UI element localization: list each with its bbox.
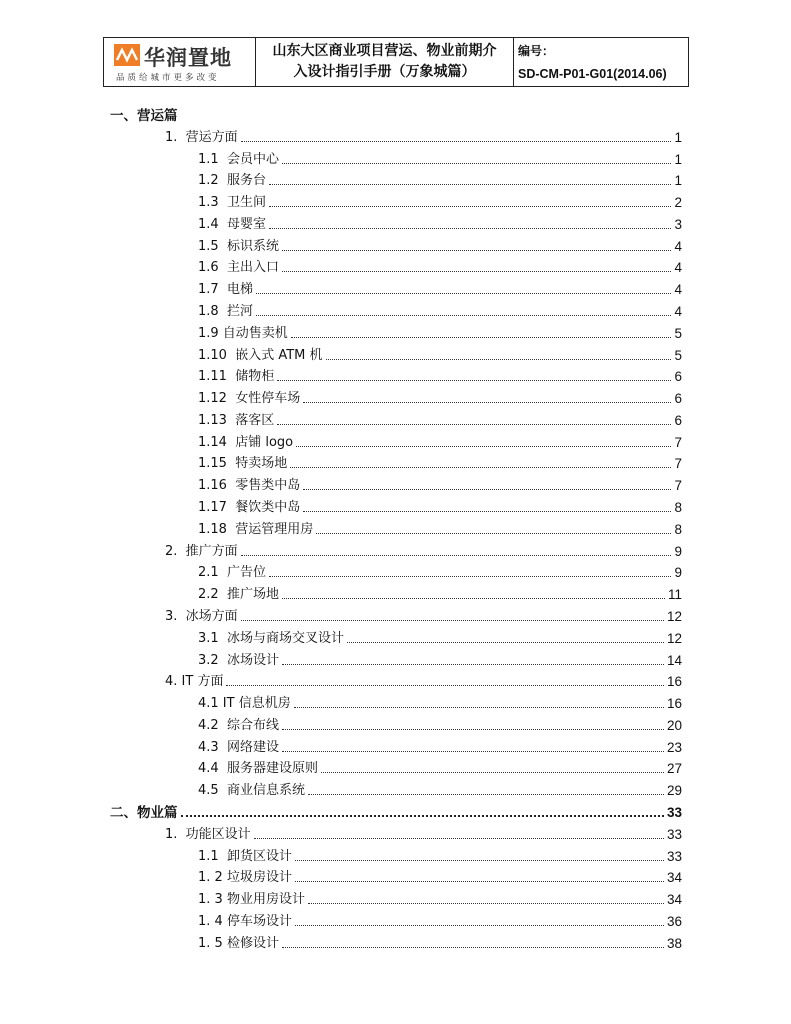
company-logo-icon: [114, 44, 140, 66]
document-title: [256, 38, 514, 86]
toc-leader: [282, 729, 664, 730]
toc-leader: [308, 903, 664, 904]
toc-label: 二、物业篇: [110, 804, 178, 821]
toc-leader: [282, 598, 665, 599]
toc-leader: [269, 184, 672, 185]
toc-page-number: 27: [666, 761, 682, 777]
toc-leader: [296, 446, 671, 447]
toc-entry[interactable]: [198, 365, 682, 385]
toc-page-number: 6: [674, 369, 682, 385]
toc-label: 1.14 店铺 logo: [198, 434, 294, 450]
toc-page-number: 38: [666, 935, 682, 951]
toc-entry[interactable]: [198, 692, 682, 712]
toc-page-number: 33: [666, 826, 682, 842]
toc-chapter[interactable]: [165, 670, 682, 690]
toc-label: 1. 功能区设计: [165, 826, 251, 842]
toc-entry[interactable]: [198, 910, 682, 930]
toc-page-number: 9: [674, 543, 682, 559]
toc-chapter[interactable]: [165, 126, 682, 146]
toc-chapter[interactable]: [165, 605, 682, 625]
toc-label: 4.3 网络建设: [198, 739, 279, 755]
toc-page-number: 36: [666, 913, 682, 929]
toc-leader: [254, 838, 664, 839]
toc-label: 1.13 落客区: [198, 412, 275, 428]
toc-leader: [294, 707, 664, 708]
toc-leader: [303, 402, 671, 403]
toc-label: 4.2 综合布线: [198, 717, 279, 733]
toc-entry[interactable]: [198, 888, 682, 908]
toc-leader: [303, 489, 671, 490]
toc-label: 1.4 母婴室: [198, 216, 266, 232]
toc-entry[interactable]: [198, 583, 682, 603]
toc-entry[interactable]: [198, 256, 682, 276]
toc-page-number: 5: [674, 347, 682, 363]
toc-label: 1.8 拦河: [198, 304, 253, 320]
toc-chapter[interactable]: [165, 540, 682, 560]
toc-page-number: 7: [674, 434, 682, 450]
toc-leader: [277, 424, 671, 425]
toc-label: 1. 3 物业用房设计: [198, 892, 305, 908]
toc-label: 1.6 主出入口: [198, 260, 279, 276]
toc-section[interactable]: [110, 104, 682, 124]
toc-leader: [326, 359, 672, 360]
toc-leader: [308, 794, 664, 795]
code-value: SD-CM-P01-G01(2014.06): [518, 67, 667, 81]
toc-page-number: 4: [674, 238, 682, 254]
document-header: [103, 37, 689, 87]
toc-entry[interactable]: [198, 627, 682, 647]
toc-entry[interactable]: [198, 932, 682, 952]
toc-label: 1.1 会员中心: [198, 151, 279, 167]
toc-page-number: 4: [674, 304, 682, 320]
toc-page-number: 34: [666, 892, 682, 908]
toc-page-number: 6: [674, 391, 682, 407]
title-line-2: 入设计指引手册（万象城篇）: [293, 64, 476, 80]
toc-entry[interactable]: [198, 474, 682, 494]
toc-leader: [226, 685, 664, 686]
toc-page-number: 14: [666, 652, 682, 668]
toc-entry[interactable]: [198, 409, 682, 429]
toc-page-number: 12: [666, 630, 682, 646]
toc-leader: [282, 250, 672, 251]
toc-page-number: 3: [674, 216, 682, 232]
toc-page-number: 34: [666, 870, 682, 886]
toc-label: 1.11 储物柜: [198, 369, 275, 385]
toc-leader: [303, 511, 671, 512]
toc-page-number: 7: [674, 478, 682, 494]
toc-page-number: 4: [674, 282, 682, 298]
toc-label: 1. 营运方面: [165, 129, 238, 145]
toc-page-number: 1: [674, 151, 682, 167]
toc-entry[interactable]: [198, 148, 682, 168]
toc-leader: [256, 293, 672, 294]
toc-page-number: 4: [674, 260, 682, 276]
toc-page-number: 23: [666, 739, 682, 755]
toc-label: 4. IT 方面: [165, 674, 224, 690]
document-code: [514, 38, 688, 86]
toc-entry[interactable]: [198, 496, 682, 516]
toc-label: 1.5 标识系统: [198, 238, 279, 254]
toc-label: 1. 2 垃圾房设计: [198, 870, 292, 886]
toc-page-number: 5: [674, 325, 682, 341]
toc-label: 1.17 餐饮类中岛: [198, 500, 301, 516]
toc-entry[interactable]: [198, 213, 682, 233]
toc-entry[interactable]: [198, 169, 682, 189]
toc-page-number: 6: [674, 412, 682, 428]
toc-label: 一、营运篇: [110, 108, 178, 124]
toc-entry[interactable]: [198, 714, 682, 734]
toc-page-number: 29: [666, 783, 682, 799]
toc-leader: [282, 271, 672, 272]
toc-page-number: 16: [666, 696, 682, 712]
toc-page-number: 16: [666, 674, 682, 690]
toc-entry[interactable]: [198, 649, 682, 669]
toc-page-number: 20: [666, 717, 682, 733]
toc-label: 1.16 零售类中岛: [198, 478, 301, 494]
toc-leader: [269, 576, 672, 577]
toc-entry[interactable]: [198, 518, 682, 538]
toc-page-number: 7: [674, 456, 682, 472]
toc-leader: [282, 163, 672, 164]
toc-leader: [269, 228, 672, 229]
toc-entry[interactable]: [198, 191, 682, 211]
toc-label: 1.10 嵌入式 ATM 机: [198, 347, 323, 363]
toc-label: 3. 冰场方面: [165, 608, 238, 624]
toc-label: 1.9 自动售卖机: [198, 325, 288, 341]
toc-leader: [181, 815, 664, 817]
toc-entry[interactable]: [198, 344, 682, 364]
toc-leader: [295, 925, 664, 926]
toc-entry[interactable]: [198, 736, 682, 756]
toc-entry[interactable]: [198, 779, 682, 799]
toc-label: 1.15 特卖场地: [198, 456, 288, 472]
toc-entry[interactable]: [198, 452, 682, 472]
toc-leader: [316, 533, 671, 534]
toc-leader: [321, 772, 664, 773]
toc-label: 2.1 广告位: [198, 565, 266, 581]
toc-entry[interactable]: [198, 278, 682, 298]
toc-entry[interactable]: [198, 387, 682, 407]
toc-page-number: 11: [667, 587, 682, 603]
toc-entry[interactable]: [198, 561, 682, 581]
company-name: 华润置地: [144, 46, 232, 70]
toc-leader: [291, 337, 672, 338]
toc-page-number: 1: [674, 129, 682, 145]
toc-page-number: 1: [674, 173, 682, 189]
logo-cell: [104, 38, 256, 86]
toc-label: 1.1 卸货区设计: [198, 848, 292, 864]
toc-page-number: 2: [674, 195, 682, 211]
toc-leader: [282, 751, 664, 752]
toc-leader: [290, 467, 671, 468]
toc-label: 1.7 电梯: [198, 282, 253, 298]
toc-page-number: 8: [674, 521, 682, 537]
toc-leader: [282, 664, 664, 665]
toc-page-number: 8: [674, 500, 682, 516]
toc-leader: [282, 947, 664, 948]
toc-label: 3.2 冰场设计: [198, 652, 279, 668]
toc-label: 4.4 服务器建设原则: [198, 761, 318, 777]
toc-leader: [347, 642, 664, 643]
toc-page-number: 33: [666, 804, 682, 820]
toc-entry[interactable]: [198, 235, 682, 255]
toc-entry[interactable]: [198, 757, 682, 777]
toc-page-number: 33: [666, 848, 682, 864]
toc-entry[interactable]: [198, 322, 682, 342]
toc-section[interactable]: [110, 801, 682, 821]
toc-page-number: 12: [666, 608, 682, 624]
toc-leader: [295, 881, 664, 882]
toc-chapter[interactable]: [165, 823, 682, 843]
toc-label: 1.3 卫生间: [198, 195, 266, 211]
toc-leader: [256, 315, 672, 316]
toc-leader: [277, 380, 671, 381]
title-line-1: 山东大区商业项目营运、物业前期介: [272, 43, 497, 59]
toc-label: 1.18 营运管理用房: [198, 521, 314, 537]
toc-label: 1.12 女性停车场: [198, 391, 301, 407]
toc-leader: [241, 141, 672, 142]
code-label: 编号：: [518, 44, 555, 58]
toc-entry[interactable]: [198, 431, 682, 451]
toc-entry[interactable]: [198, 300, 682, 320]
toc-entry[interactable]: [198, 845, 682, 865]
toc-label: 1. 4 停车场设计: [198, 913, 292, 929]
toc-label: 4.5 商业信息系统: [198, 783, 305, 799]
toc-label: 2.2 推广场地: [198, 587, 279, 603]
toc-label: 3.1 冰场与商场交叉设计: [198, 630, 344, 646]
toc-page-number: 9: [674, 565, 682, 581]
toc-label: 1.2 服务台: [198, 173, 266, 189]
toc-leader: [295, 860, 664, 861]
toc-label: 2. 推广方面: [165, 543, 238, 559]
company-slogan: 品质给城市更多改变: [116, 73, 220, 83]
toc-leader: [269, 206, 672, 207]
toc-leader: [241, 620, 664, 621]
toc-label: 1. 5 检修设计: [198, 935, 279, 951]
toc-entry[interactable]: [198, 866, 682, 886]
toc-label: 4.1 IT 信息机房: [198, 696, 291, 712]
toc-leader: [241, 555, 672, 556]
